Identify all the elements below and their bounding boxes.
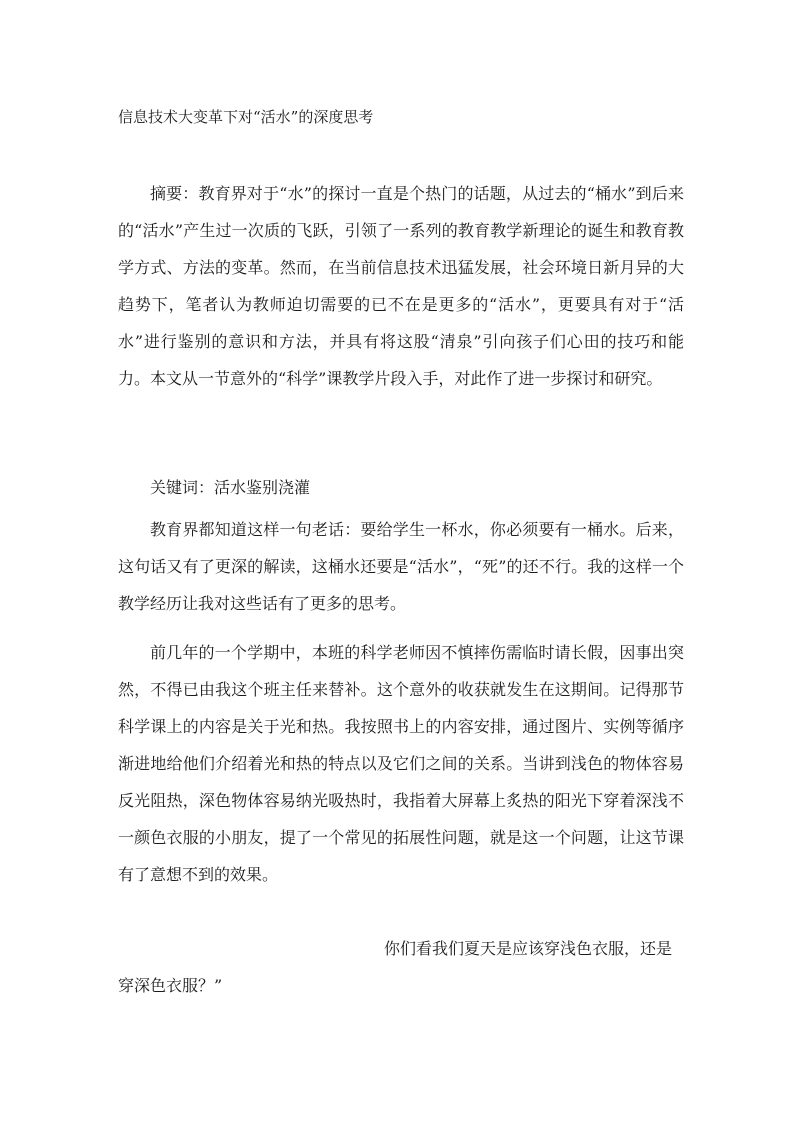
keywords-section (118, 469, 684, 506)
document-title: 信息技术大变革下对“活水”的深度思考 (118, 108, 374, 126)
keywords-line: 关键词：活水鉴别浇灌 (150, 478, 311, 497)
abstract-section (118, 175, 684, 397)
abstract-paragraph: 摘要：教育界对于“水”的探讨一直是个热门的话题，从过去的“桶水”到后来的“活水”产生过一次质的飞跃，引领了一系列的教育教学新理论的诞生和教育教学方式、方法的变革。然而，在当前信息技术迅猛发展，社会环境日新月异的大趋势下，笔者认为教师迫切需要的已不在是更多的“活水”，更要具有对于“活水”进行鉴别的意识和方法，并具有将这股“清泉”引向孩子们心田的技巧和能力。本文从一节意外的“科学”课教学片段入手，对此作了进一步探讨和研究。 (118, 184, 684, 388)
body-paragraph-2: 前几年的一个学期中，本班的科学老师因不慎摔伤需临时请长假，因事出突然，不得已由我这个班主任来替补。这个意外的收获就发生在这期间。记得那节科学课上的内容是关于光和热。我按照书上的内容安排，通过图片、实例等循序渐进地给他们介绍着光和热的特点以及它们之间的关系。当讲到浅色的物体容易反光阻热，深色物体容易纳光吸热时，我指着大屏幕上炙热的阳光下穿着深浅不一颜色衣服的小朋友，提了一个常见的拓展性问题，就是这一个问题，让这节课有了意想不到的效果。 (118, 643, 684, 884)
body-paragraph-1: 教育界都知道这样一句老话：要给学生一杯水，你必须要有一桶水。后来，这句话又有了更深的解读，这桶水还要是“活水”，“死”的还不行。我的这样一个教学经历让我对这些话有了更多的思考。 (118, 520, 684, 613)
body-paragraph-2-section (118, 634, 684, 893)
quote-paragraph: 你们看我们夏天是应该穿浅色衣服，还是穿深色衣服？” (118, 939, 673, 995)
quote-section (118, 930, 684, 1004)
body-paragraph-1-section (118, 511, 684, 622)
